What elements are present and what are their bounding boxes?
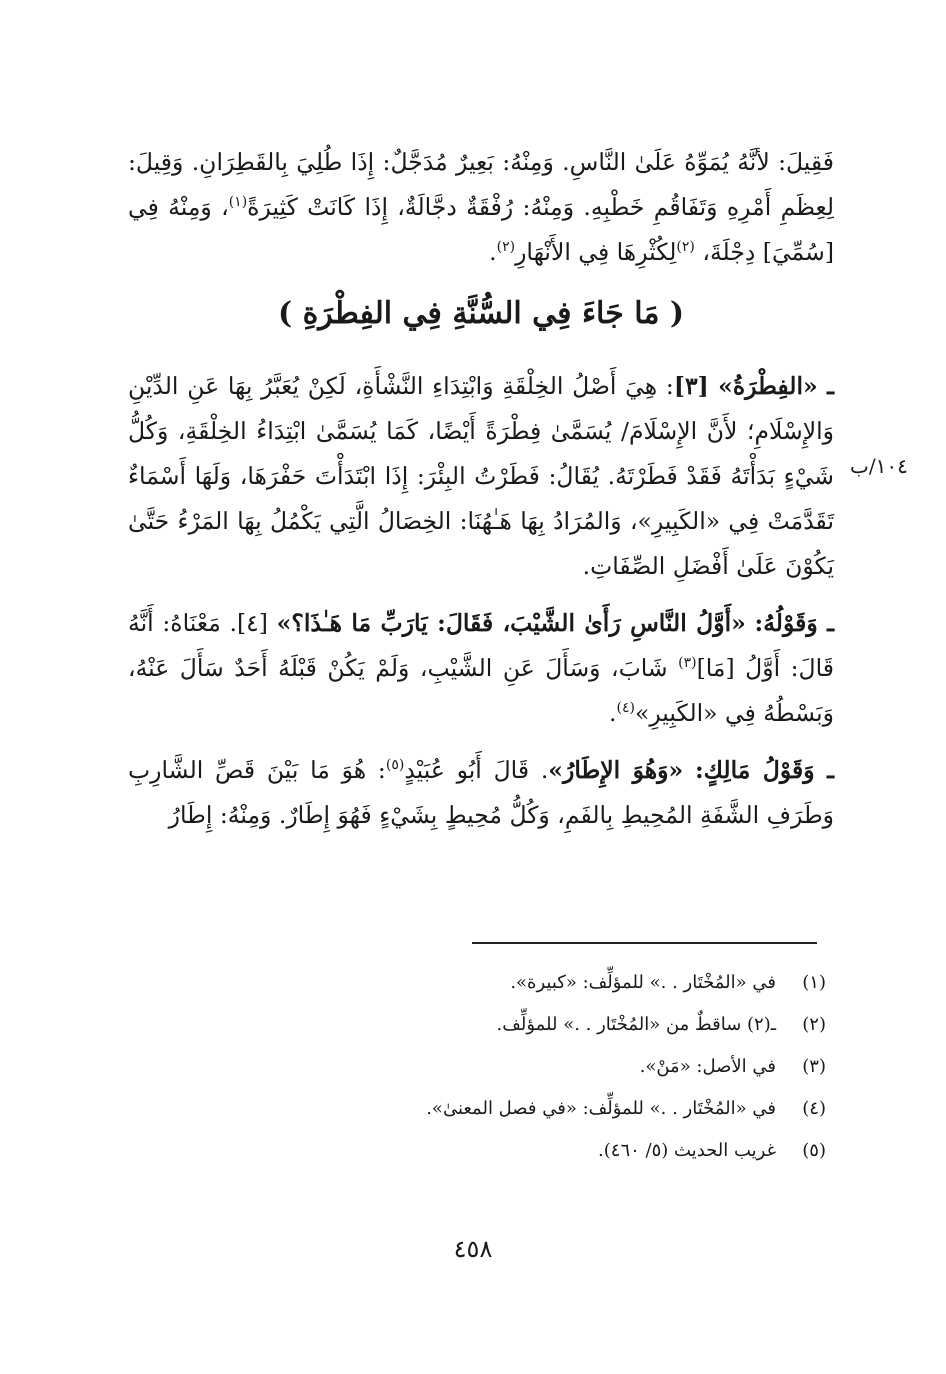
main-text	[128, 140, 834, 850]
paragraph-4-lead: ـ وَقَوْلُ مَالِكٍ:	[694, 756, 834, 784]
footnote-ref-3: (٣)	[678, 655, 697, 672]
footnote-ref-1: (١)	[228, 194, 248, 211]
footnote-number: (٢)	[802, 1014, 826, 1035]
footnote-text: في «المُخْتَار . .» للمؤلِّف: «كبيرة».	[510, 972, 776, 993]
paragraph-1-end: .	[489, 238, 497, 266]
footnote-number: (١)	[802, 972, 826, 993]
footnote-divider	[472, 942, 817, 944]
paragraph-4-text: . قَالَ أَبُو عُبَيْدٍ	[404, 756, 549, 784]
section-heading: ( مَا جَاءَ فِي السُّنَّةِ فِي الفِطْرَةِ )	[277, 296, 685, 331]
paragraph-4-text-b: : هُوَ مَا بَيْنَ قَصِّ الشَّارِبِ وَطَرَفِ الشَّفَةِ المُحِيطِ بِالفَمِ، وَكُلُّ مُحِيطٍ بِشَيْءٍ فَهُوَ إِطَارٌ. وَمِنْهُ: إِطَارُ	[128, 756, 834, 829]
paragraph-1	[128, 140, 834, 275]
footnote-text: ـ(٢) ساقطٌ من «المُخْتَار . .» للمؤلِّف.	[496, 1014, 776, 1035]
paragraph-3-text-b: شَابَ، وَسَأَلَ عَنِ الشَّيْبِ، وَلَمْ يَكُنْ قَبْلَهُ أَحَدٌ سَأَلَ عَنْهُ، وَبَسْطُهُ فِي «الكَبِيرِ»	[128, 654, 834, 727]
paragraph-4-quote: «وَهُوَ الإِطَارُ»	[548, 756, 684, 784]
paragraph-3	[128, 601, 834, 736]
footnote-ref-4: (٤)	[616, 700, 635, 717]
footnote-number: (٤)	[802, 1098, 826, 1119]
footnote-item	[126, 962, 826, 1004]
footnote-ref-5: (٥)	[385, 757, 405, 774]
manuscript-folio-marker: ١٠٤/ب	[850, 454, 908, 478]
paragraph-1-text: فَقِيلَ: لأنَّهُ يُمَوِّهُ عَلَىٰ النَّاسِ. وَمِنْهُ: بَعِيرٌ مُدَجَّلٌ: إِذَا طُلِيَ بِالقَطِرَانِ. وَقِيلَ: لِعِظَمِ أَمْرِهِ وَتَفَاقُمِ خَطْبِهِ. وَمِنْهُ: رُفْقَةٌ دجَّالَةٌ، إِذَا كَانَتْ كَثِيرَةً	[128, 148, 834, 221]
footnote-ref-2: (٢)	[676, 239, 695, 256]
page-number: ٤٥٨	[453, 1235, 493, 1263]
footnotes	[126, 962, 826, 1172]
paragraph-3-end: .	[608, 699, 617, 727]
paragraph-2	[128, 364, 834, 589]
footnote-number: (٥)	[802, 1140, 826, 1161]
paragraph-3-text: [٤]. مَعْنَاهُ: أَنَّهُ قَالَ: أَوَّلُ [مَا]	[128, 609, 834, 682]
paragraph-3-lead: ـ وَقَوْلُهُ:	[754, 609, 834, 637]
footnote-ref-2b: (٢)	[496, 239, 516, 256]
footnote-item	[126, 1004, 826, 1046]
paragraph-3-quote: «أَوَّلُ النَّاسِ رَأَىٰ الشَّيْبَ، فَقَالَ: يَارَبِّ مَا هَـٰذَا؟»	[276, 609, 746, 637]
paragraph-2-text: : هِيَ أَصْلُ الخِلْقَةِ وَابْتِدَاءِ النَّشْأَةِ، لَكِنْ يُعَبَّرُ بِهَا عَنِ الدِّيْنِ وَالإِسْلَامِ؛ لأَنَّ الإِسْلَامَ/ يُسَمَّىٰ فِطْرَةً أَيْضًا، كَمَا يُسَمَّىٰ ابْتِدَاءُ الخِلْقَةِ، وَكُلُّ شَيْءٍ بَدَأْتَهُ فَقَدْ فَطَرْتَهُ. يُقَالُ: فَطَرْتُ البِئْرَ: إِذَا ابْتَدَأْتَ حَفْرَهَا، وَلَهَا أَسْمَاءٌ تَقَدَّمَتْ فِي «الكَبِيرِ»، وَالمُرَادُ بِهَا هَـٰهُنَا: الخِصَالُ الَّتِي يَكْمُلُ بِهَا المَرْءُ حَتَّىٰ يَكُوْنَ عَلَىٰ أَفْضَلِ الصِّفَاتِ.	[128, 372, 834, 580]
footnote-text: في «المُخْتَار . .» للمؤلِّف: «في فصل المعنىٰ».	[426, 1098, 776, 1119]
footnote-item	[126, 1130, 826, 1172]
paragraph-2-lead: ـ «الفِطْرَةُ» [٣]	[673, 372, 834, 400]
footnote-number: (٣)	[802, 1056, 826, 1077]
footnote-text: غريب الحديث (٥/ ٤٦٠).	[598, 1140, 776, 1161]
footnote-text: في الأصل: «مَنْ».	[639, 1056, 776, 1077]
footnote-item	[126, 1088, 826, 1130]
paragraph-1-text-b: ، وَمِنْهُ فِي [سُمِّيَ] دِجْلَةَ،	[128, 193, 834, 266]
footnote-item	[126, 1046, 826, 1088]
paragraph-4	[128, 748, 834, 838]
paragraph-1-text-c: لِكُثْرِهَا فِي الأَنْهَارِ	[515, 238, 677, 266]
